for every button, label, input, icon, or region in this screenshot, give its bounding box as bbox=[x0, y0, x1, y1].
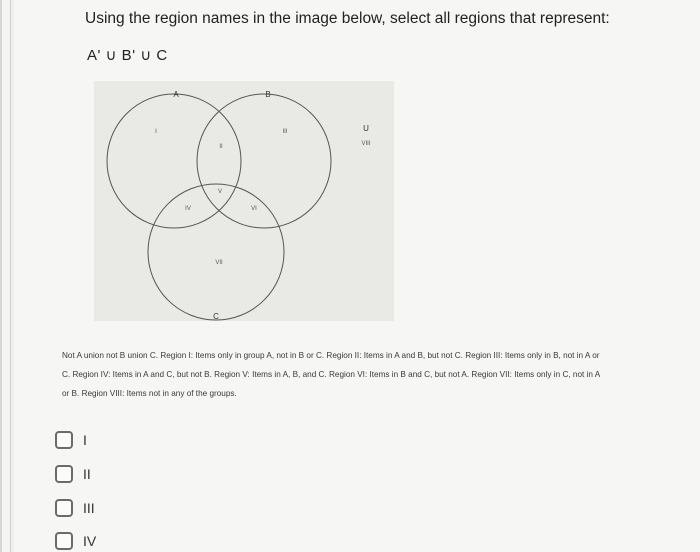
circle-a bbox=[107, 94, 241, 228]
option-i-label: I bbox=[83, 432, 87, 448]
set-label-c: C bbox=[213, 312, 219, 321]
region-label-viii: VIII bbox=[361, 141, 371, 147]
option-iii[interactable] bbox=[55, 499, 95, 517]
description-line: C. Region IV: Items in A and C, but not B. Region V: Items in A, B, and C. Region VI: Items in B and C, but not A. Region VII: Items only in C, not in A bbox=[62, 370, 601, 379]
region-label-iii: III bbox=[282, 129, 288, 135]
region-label-iv: IV bbox=[185, 206, 191, 212]
option-iii-label: III bbox=[83, 500, 95, 516]
option-ii-checkbox[interactable] bbox=[55, 465, 73, 483]
region-label-v: V bbox=[217, 189, 223, 195]
set-label-b: B bbox=[265, 90, 271, 99]
circle-b bbox=[197, 94, 331, 228]
venn-diagram bbox=[94, 81, 394, 321]
region-description bbox=[62, 346, 682, 403]
region-label-vi: VI bbox=[251, 206, 257, 212]
region-label-ii: II bbox=[219, 144, 223, 150]
question-prompt: Using the region names in the image below, select all regions that represent: bbox=[85, 10, 610, 27]
circle-c bbox=[148, 184, 284, 320]
region-label-vii: VII bbox=[215, 260, 223, 266]
set-expression: A' ∪ B' ∪ C bbox=[87, 47, 168, 64]
universe-label: U bbox=[363, 124, 369, 133]
description-line: Not A union not B union C. Region I: Items only in group A, not in B or C. Region II: Items in A and B, but not C. Region III: Items only in B, not in A or bbox=[62, 351, 600, 360]
set-label-a: A bbox=[173, 90, 179, 99]
left-edge-rule bbox=[0, 0, 11, 552]
description-line: or B. Region VIII: Items not in any of the groups. bbox=[62, 389, 237, 398]
option-ii[interactable] bbox=[55, 465, 91, 483]
option-iv[interactable] bbox=[55, 532, 96, 550]
venn-svg bbox=[94, 81, 394, 321]
region-label-i: I bbox=[155, 129, 157, 135]
option-i-checkbox[interactable] bbox=[55, 431, 73, 449]
option-i[interactable] bbox=[55, 431, 87, 449]
option-ii-label: II bbox=[83, 466, 91, 482]
option-iii-checkbox[interactable] bbox=[55, 499, 73, 517]
option-iv-checkbox[interactable] bbox=[55, 532, 73, 550]
option-iv-label: IV bbox=[83, 533, 97, 549]
